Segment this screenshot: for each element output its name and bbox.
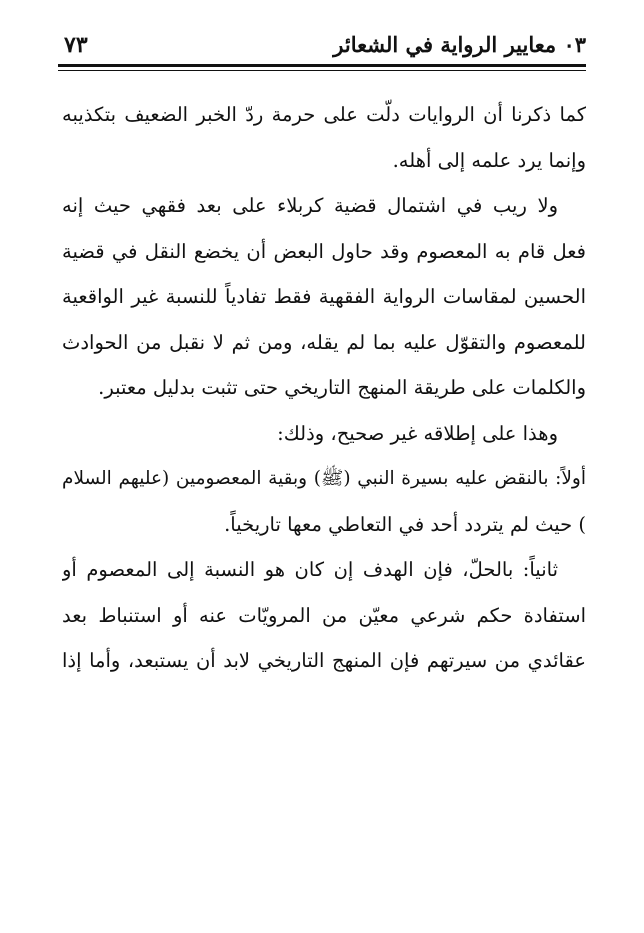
text-line: الحسين لمقاسات الرواية الفقهية فقط تفادياً للنسبة غير الواقعية bbox=[62, 285, 586, 308]
text-line: أولاً: بالنقض عليه بسيرة النبي (ﷺ) وبقية المعصومين (عليهم السلام bbox=[62, 468, 586, 489]
text-line: ) حيث لم يتردد أحد في التعاطي معها تاريخياً. bbox=[224, 512, 586, 536]
text-line: للمعصوم والتقوّل عليه بما لم يقله، ومن ثم لا نقبل من الحوادث bbox=[62, 330, 586, 354]
text-line: والكلمات على طريقة المنهج التاريخي حتى تثبت بدليل معتبر. bbox=[98, 376, 586, 399]
header-rule-thick bbox=[58, 64, 586, 67]
text-line: ثانياً: بالحلّ، فإن الهدف إن كان هو النسبة إلى المعصوم أو bbox=[62, 558, 558, 581]
page-number: ٧٣ bbox=[64, 32, 88, 58]
text-line: وهذا على إطلاقه غير صحيح، وذلك: bbox=[277, 421, 558, 445]
text-line: وإنما يرد علمه إلى أهله. bbox=[392, 148, 586, 172]
header-rule-thin bbox=[58, 70, 586, 71]
text-line: فعل قام به المعصوم وقد حاول البعض أن يخضع النقل في قضية bbox=[62, 239, 586, 263]
body-text bbox=[62, 92, 586, 684]
text-line: عقائدي من سيرتهم فإن المنهج التاريخي لابد أن يستبعد، وأما إذا bbox=[62, 649, 586, 672]
text-line: استفادة حكم شرعي معيّن من المرويّات عنه أو استنباط بعد bbox=[62, 603, 586, 627]
chapter-title: ٠٣ معايير الرواية في الشعائر bbox=[333, 32, 586, 57]
text-line: ولا ريب في اشتمال قضية كربلاء على بعد فقهي حيث إنه bbox=[62, 194, 558, 217]
text-line: كما ذكرنا أن الروايات دلّت على حرمة ردّ الخبر الضعيف بتكذيبه bbox=[62, 103, 586, 126]
running-header bbox=[58, 28, 586, 64]
